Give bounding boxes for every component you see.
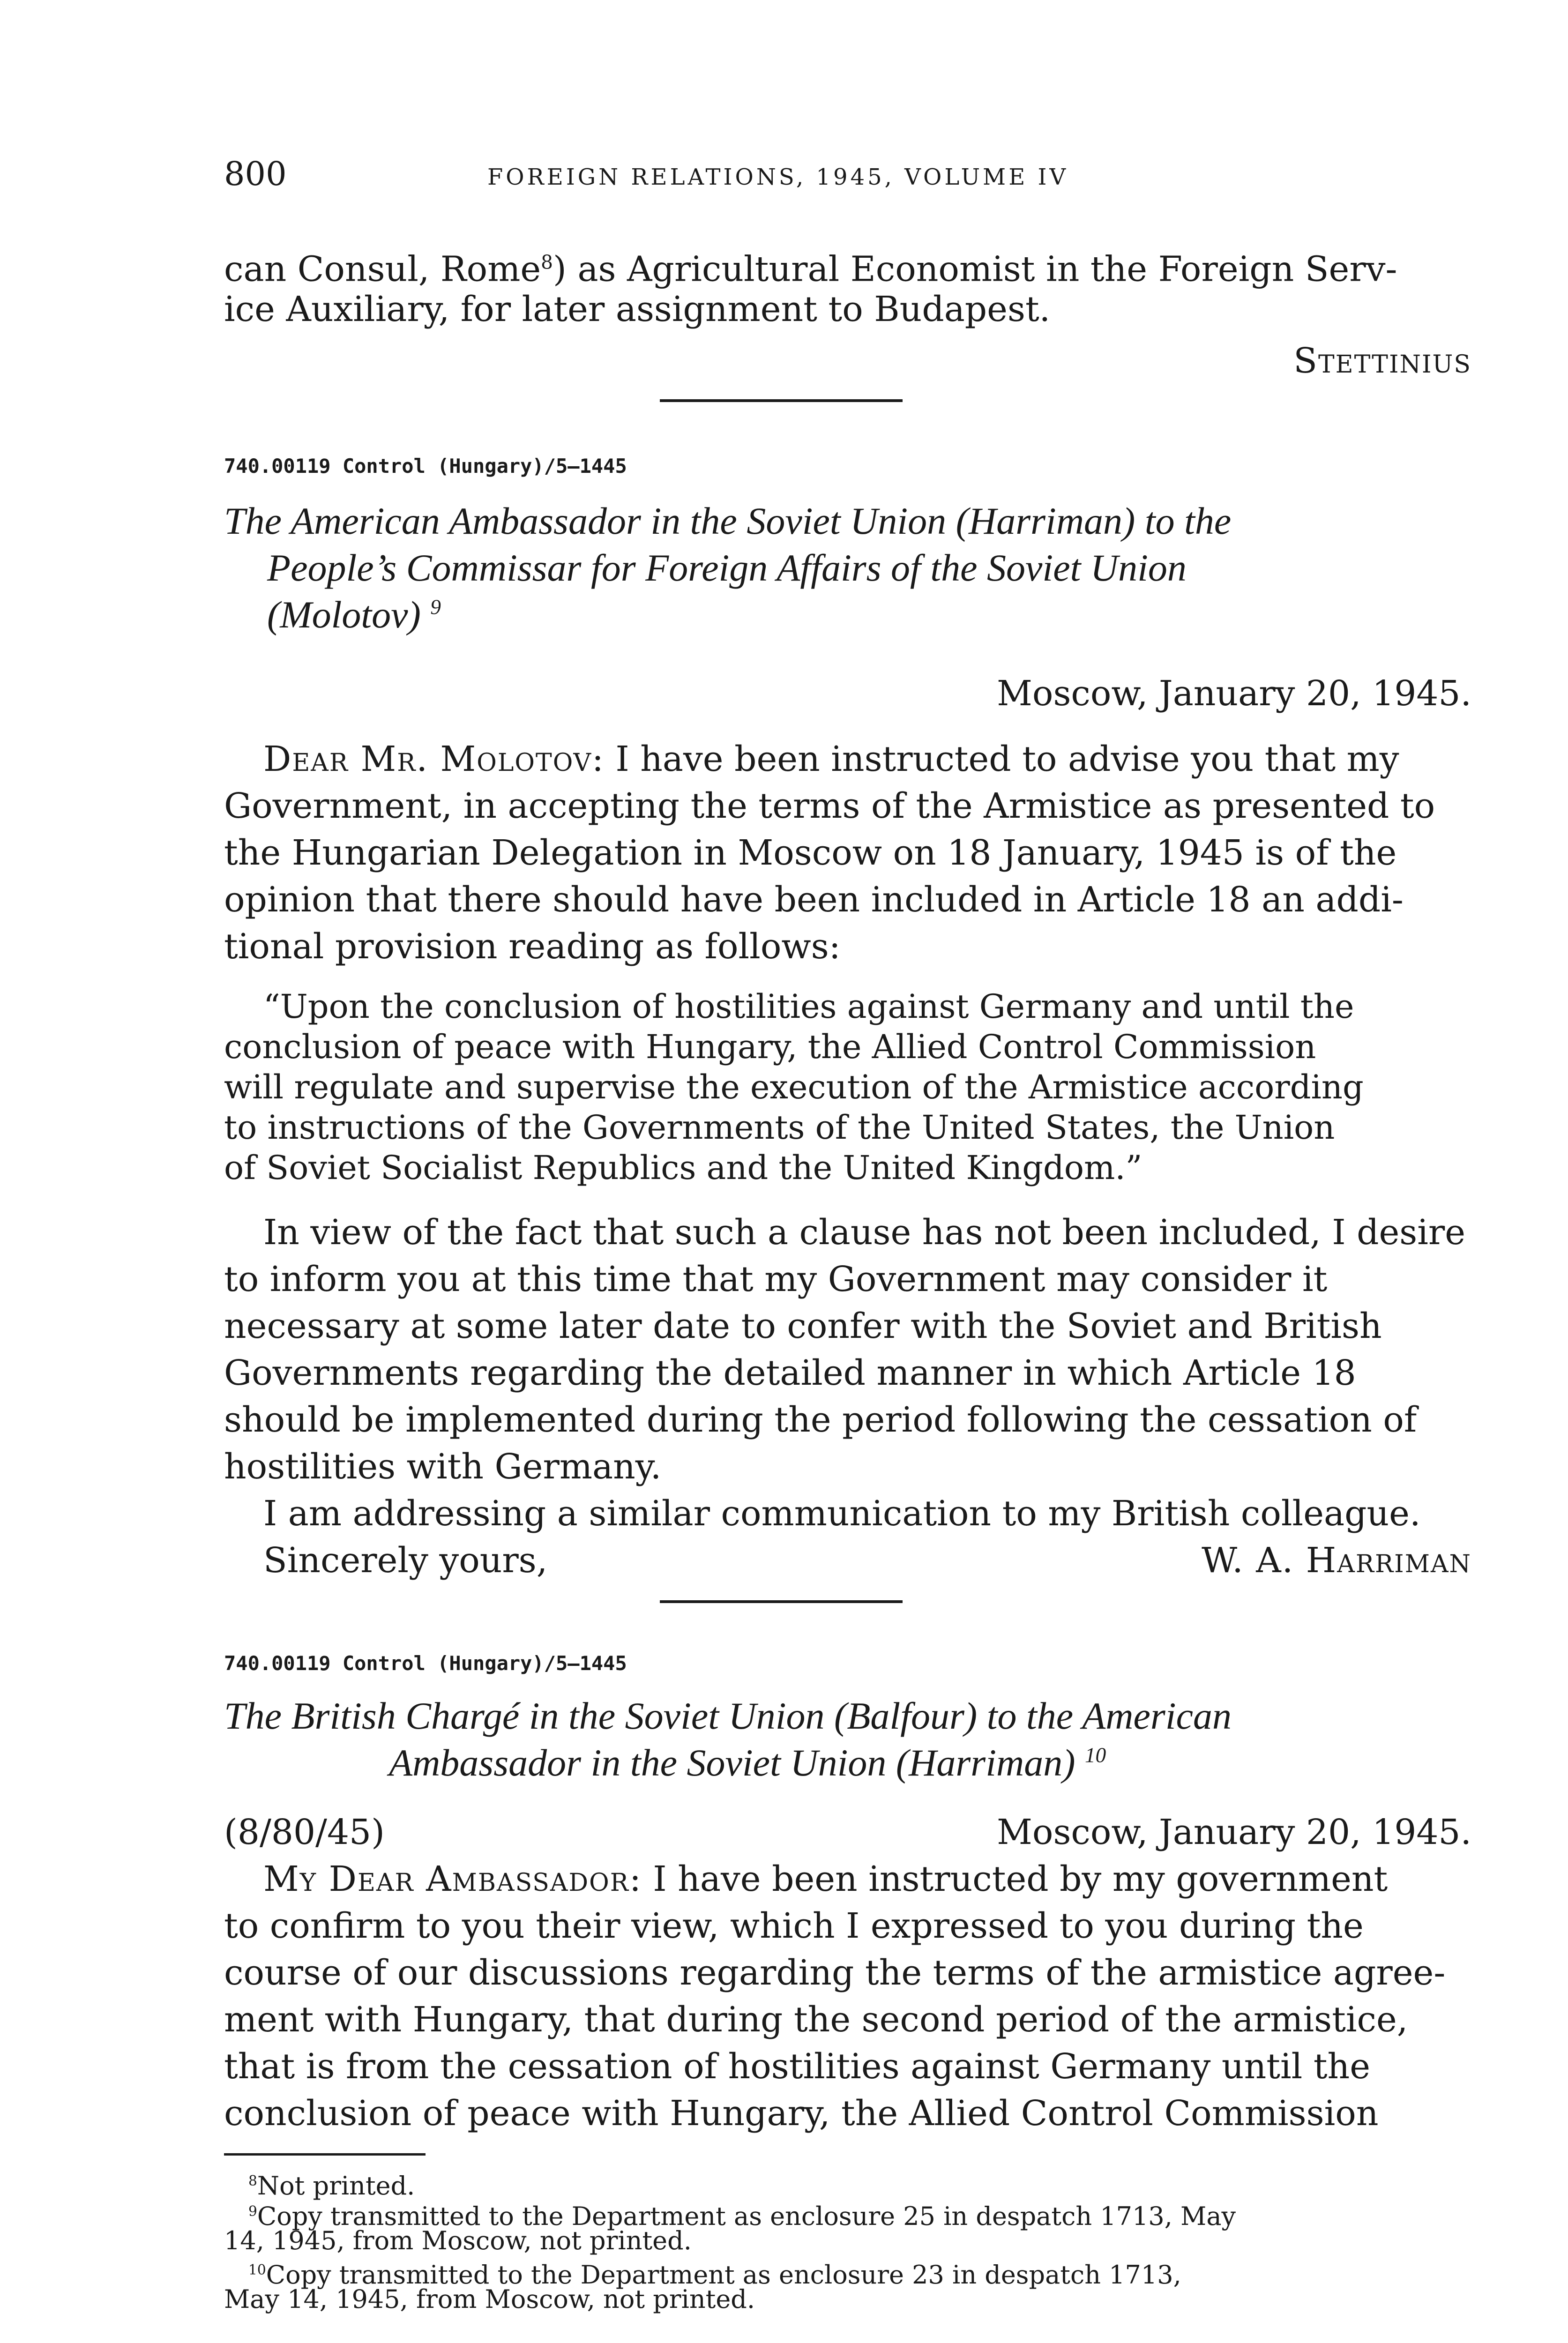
footnote-9-cont: 14, 1945, from Moscow, not printed. — [224, 2226, 692, 2255]
footnote-9: $^9$Copy transmitted to the Department as enclosure 25 in despatch 1713, May — [248, 2201, 1236, 2231]
page-number: 800 — [224, 155, 287, 193]
doc2-reference-number: (8/80/45) — [224, 1812, 385, 1852]
doc1-title-line-3: (Molotov) $^9$ — [267, 593, 441, 636]
doc1-p2-line-3: necessary at some later date to confer with the Soviet and British — [224, 1306, 1382, 1346]
doc1-quote-line-3: will regulate and supervise the execution of the Armistice according — [224, 1068, 1364, 1106]
doc1-p2-line-2: to inform you at this time that my Government may consider it — [224, 1259, 1328, 1299]
footnote-rule — [224, 2153, 426, 2156]
doc1-p2-line-5: should be implemented during the period following the cessation of — [224, 1400, 1417, 1440]
doc1-p2-line-1: In view of the fact that such a clause has not been included, I desire — [263, 1212, 1466, 1253]
intro-line-1: can Consul, Rome$^8$) as Agricultural Economist in the Foreign Serv- — [224, 249, 1397, 290]
footnote-8: $^8$Not printed. — [248, 2171, 415, 2201]
doc1-closing: Sincerely yours, — [263, 1540, 548, 1581]
doc1-p3-line-1: I am addressing a similar communication to my British colleague. — [263, 1493, 1421, 1534]
doc2-p1-line-3: course of our discussions regarding the terms of the armistice agree- — [224, 1953, 1446, 1993]
doc1-quote-line-2: conclusion of peace with Hungary, the Allied Control Commission — [224, 1028, 1316, 1066]
doc2-p1-line-4: ment with Hungary, that during the second period of the armistice, — [224, 2000, 1408, 2040]
doc1-p2-line-6: hostilities with Germany. — [224, 1447, 662, 1487]
doc2-title-line-2: Ambassador in the Soviet Union (Harriman) $^{10}$ — [389, 1741, 1106, 1784]
doc1-p1-line-2: Government, in accepting the terms of the Armistice as presented to — [224, 786, 1435, 826]
doc1-quote-line-1: “Upon the conclusion of hostilities against Germany and until the — [263, 987, 1354, 1026]
footnote-10: $^{10}$Copy transmitted to the Department as enclosure 23 in despatch 1713, — [248, 2260, 1181, 2290]
footnote-10-cont: May 14, 1945, from Moscow, not printed. — [224, 2284, 755, 2314]
doc2-file-reference: 740.00119 Control (Hungary)/5–1445 — [224, 1652, 627, 1675]
doc1-quote-line-5: of Soviet Socialist Republics and the United Kingdom.” — [224, 1149, 1142, 1187]
doc1-dateline: Moscow, January 20, 1945. — [997, 673, 1471, 714]
doc2-p1-line-2: to confirm to you their view, which I expressed to you during the — [224, 1906, 1364, 1946]
doc1-p1-line-5: tional provision reading as follows: — [224, 926, 841, 967]
intro-signature: Stettinius — [1293, 341, 1471, 381]
doc1-p2-line-4: Governments regarding the detailed manner in which Article 18 — [224, 1353, 1356, 1393]
section-divider — [660, 399, 903, 402]
doc2-dateline: Moscow, January 20, 1945. — [997, 1812, 1471, 1852]
doc2-salutation-line: My Dear Ambassador: I have been instructed by my government — [263, 1859, 1388, 1899]
doc1-signature: W. A. Harriman — [1202, 1540, 1471, 1581]
running-title: FOREIGN RELATIONS, 1945, VOLUME IV — [487, 164, 1069, 190]
doc1-quote-line-4: to instructions of the Governments of the United States, the Union — [224, 1108, 1335, 1147]
doc1-title-line-2: People’s Commissar for Foreign Affairs of the Soviet Union — [267, 546, 1187, 589]
doc1-salutation-line: Dear Mr. Molotov: I have been instructed to advise you that my — [263, 739, 1399, 779]
doc1-title-line-1: The American Ambassador in the Soviet Union (Harriman) to the — [224, 500, 1232, 542]
doc2-p1-line-6: conclusion of peace with Hungary, the Allied Control Commission — [224, 2093, 1379, 2134]
section-divider — [660, 1600, 903, 1603]
intro-line-2: ice Auxiliary, for later assignment to Budapest. — [224, 289, 1051, 329]
doc1-file-reference: 740.00119 Control (Hungary)/5–1445 — [224, 455, 627, 478]
doc2-title-line-1: The British Chargé in the Soviet Union (Balfour) to the American — [224, 1694, 1232, 1737]
doc1-p1-line-4: opinion that there should have been included in Article 18 an addi- — [224, 880, 1404, 920]
doc1-p1-line-3: the Hungarian Delegation in Moscow on 18 January, 1945 is of the — [224, 833, 1397, 873]
doc2-p1-line-5: that is from the cessation of hostilities against Germany until the — [224, 2046, 1371, 2087]
